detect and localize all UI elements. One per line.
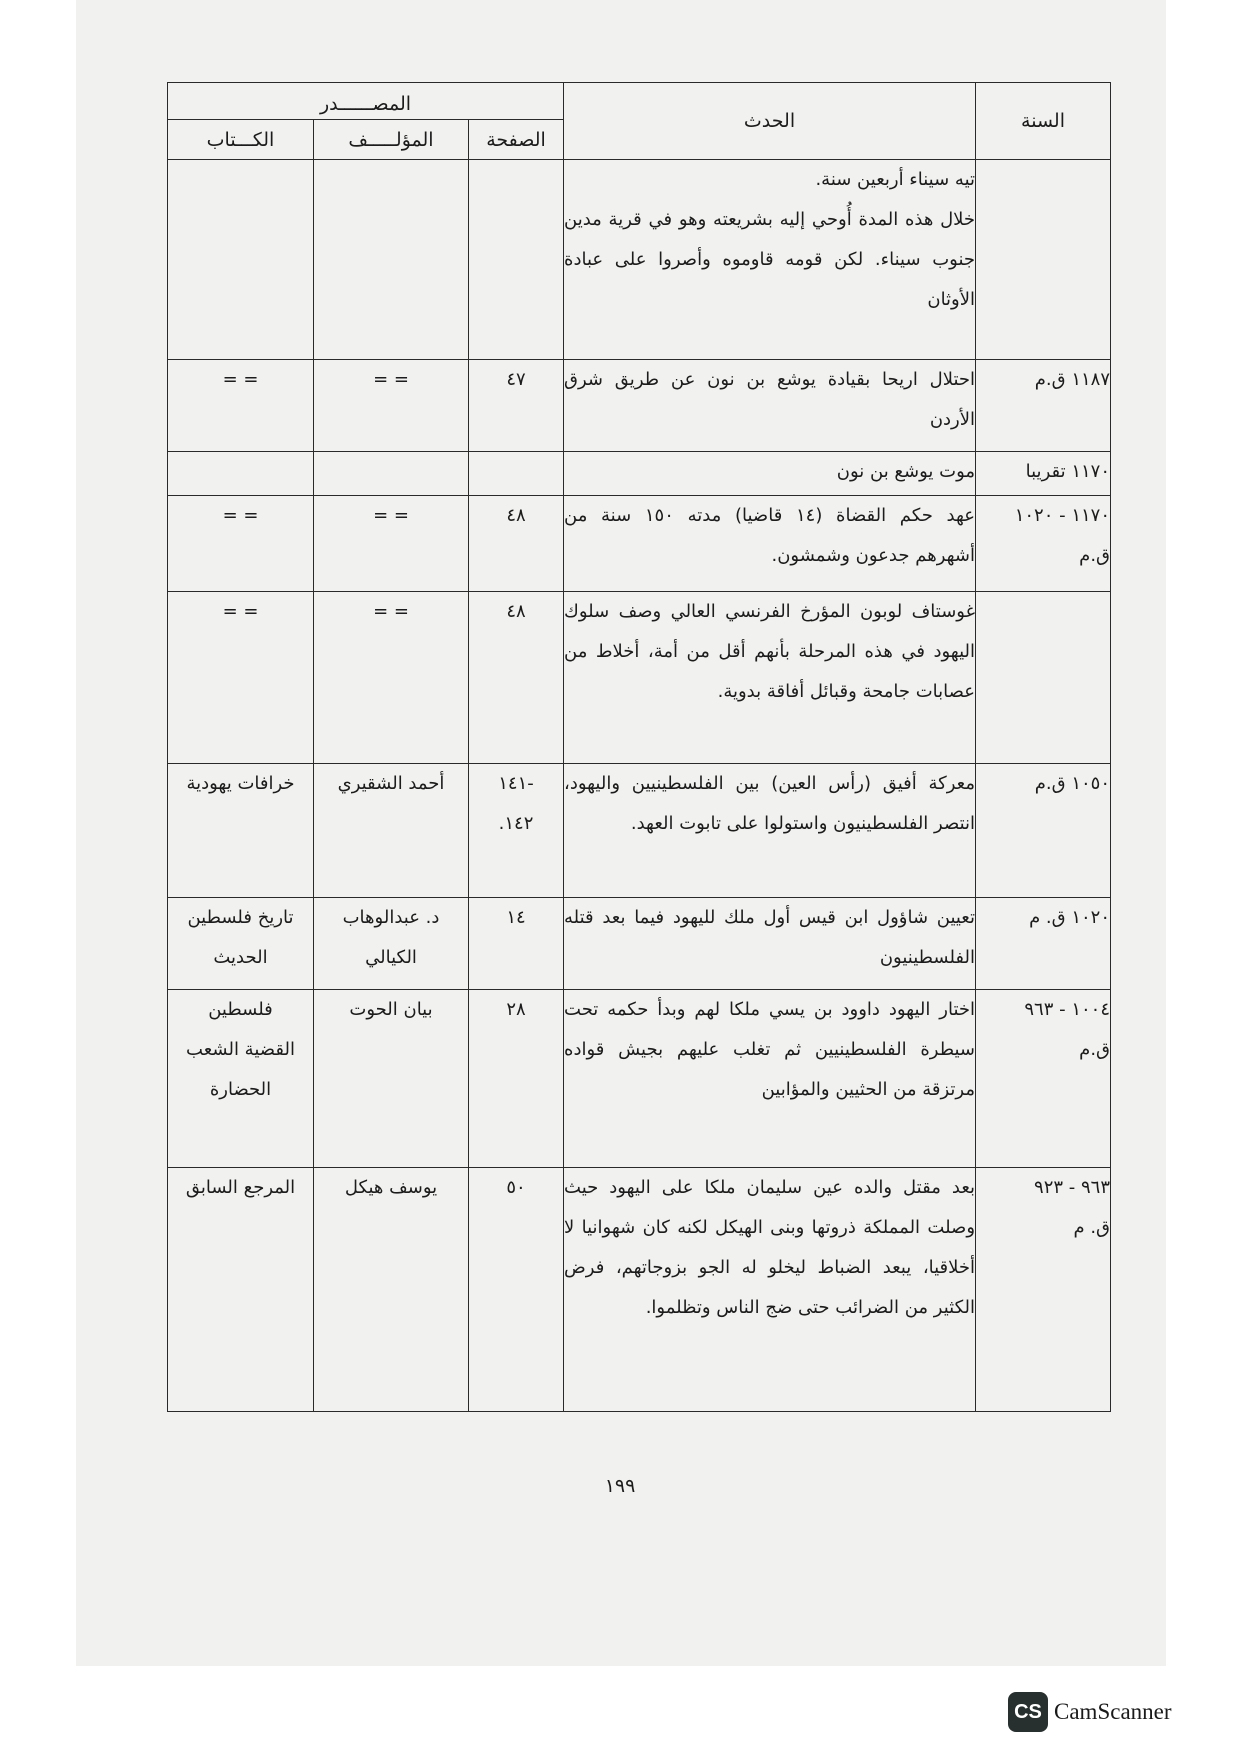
table-row [168,990,1111,1168]
row-year: ١١٧٠ - ١٠٢٠ ق.م [976,496,1111,592]
table-row [168,592,1111,764]
table-row [168,496,1111,592]
row-event: اختار اليهود داوود بن يسي ملكا لهم وبدأ حكمه تحت سيطرة الفلسطينيين ثم تغلب عليهم بجيش قواده مرتزقة من الحثيين والمؤابين [564,990,976,1168]
row-page [469,160,564,360]
row-year: ١١٧٠ تقريبا [976,452,1111,496]
row-author: بيان الحوت [314,990,469,1168]
row-book: فلسطين القضية الشعب الحضارة [168,990,314,1168]
row-author: أحمد الشقيري [314,764,469,898]
row-page: -١٤١ ١٤٢. [469,764,564,898]
table-row [168,452,1111,496]
row-event: عهد حكم القضاة (١٤ قاضيا) مدته ١٥٠ سنة من أشهرهم جدعون وشمشون. [564,496,976,592]
row-author: = = [314,496,469,592]
history-timeline-table [167,82,1111,1412]
row-author: = = [314,592,469,764]
row-page: ٢٨ [469,990,564,1168]
row-page: ٤٧ [469,360,564,452]
row-year [976,592,1111,764]
row-event: موت يوشع بن نون [564,452,976,496]
row-book: = = [168,360,314,452]
row-year: ١٠٥٠ ق.م [976,764,1111,898]
header-book: الكـــتاب [168,120,314,160]
camscanner-logo-icon: CS [1008,1692,1048,1732]
row-author: د. عبدالوهاب الكيالي [314,898,469,990]
table-row [168,898,1111,990]
header-source: المصــــــدر [168,83,564,120]
header-event: الحدث [564,83,976,160]
row-book: تاريخ فلسطين الحديث [168,898,314,990]
row-book [168,452,314,496]
row-page [469,452,564,496]
row-event: تيه سيناء أربعين سنة. خلال هذه المدة أُوحي إليه بشريعته وهو في قرية مدين جنوب سيناء. لكن قومه قاوموه وأصروا على عبادة الأوثان [564,160,976,360]
row-author: يوسف هيكل [314,1168,469,1412]
header-year: السنة [976,83,1111,160]
table-row [168,1168,1111,1412]
header-page: الصفحة [469,120,564,160]
row-book [168,160,314,360]
row-book: خرافات يهودية [168,764,314,898]
table-row [168,764,1111,898]
row-book: = = [168,592,314,764]
row-page: ٤٨ [469,592,564,764]
page-number: ١٩٩ [604,1475,636,1497]
row-event: احتلال اريحا بقيادة يوشع بن نون عن طريق شرق الأردن [564,360,976,452]
row-author [314,452,469,496]
table-row [168,160,1111,360]
header-author: المؤلـــــف [314,120,469,160]
row-page: ٥٠ [469,1168,564,1412]
row-year [976,160,1111,360]
row-event: غوستاف لوبون المؤرخ الفرنسي العالي وصف سلوك اليهود في هذه المرحلة بأنهم أقل من أمة، أخلاط من عصابات جامحة وقبائل أفاقة بدوية. [564,592,976,764]
row-year: ٩٦٣ - ٩٢٣ ق. م [976,1168,1111,1412]
row-year: ١١٨٧ ق.م [976,360,1111,452]
row-event: معركة أفيق (رأس العين) بين الفلسطينيين واليهود، انتصر الفلسطينيون واستولوا على تابوت العهد. [564,764,976,898]
row-year: ١٠٢٠ ق. م [976,898,1111,990]
camscanner-label: CamScanner [1054,1699,1172,1724]
row-author [314,160,469,360]
row-event: تعيين شاؤول ابن قيس أول ملك لليهود فيما بعد قتله الفلسطينيون [564,898,976,990]
row-author: = = [314,360,469,452]
table-row [168,360,1111,452]
row-book: = = [168,496,314,592]
row-book: المرجع السابق [168,1168,314,1412]
row-page: ٤٨ [469,496,564,592]
camscanner-watermark [1008,1694,1172,1730]
row-page: ١٤ [469,898,564,990]
row-event: بعد مقتل والده عين سليمان ملكا على اليهود حيث وصلت المملكة ذروتها وبنى الهيكل لكنه كان شهوانيا لا أخلاقيا، يبعد الضباط ليخلو له الجو بزوجاتهم، فرض الكثير من الضرائب حتى ضج الناس وتظلموا. [564,1168,976,1412]
row-year: ١٠٠٤ - ٩٦٣ ق.م [976,990,1111,1168]
